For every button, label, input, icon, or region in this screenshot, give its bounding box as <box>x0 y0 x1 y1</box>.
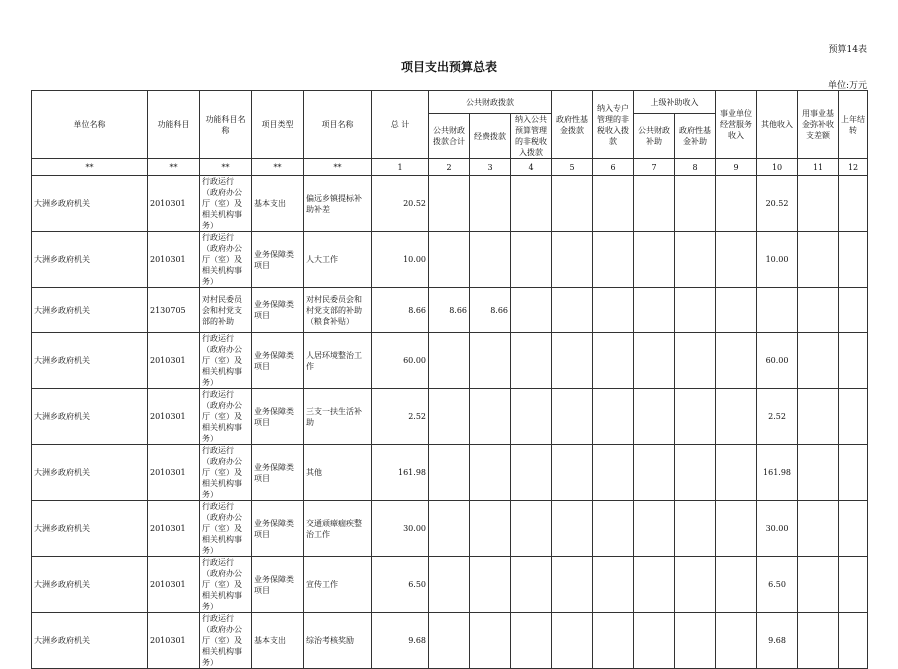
header-unit-name: 单位名称 <box>32 91 148 159</box>
func-name-cell: 行政运行（政府办公厅（室）及相关机构事务） <box>200 333 252 389</box>
index-cell: 3 <box>470 159 511 176</box>
sup-public-fiscal-cell <box>634 613 675 669</box>
special-nontax-cell <box>593 613 634 669</box>
sup-gov-fund-cell <box>675 613 716 669</box>
proj-type-cell: 业务保障类项目 <box>252 389 304 445</box>
index-cell: 7 <box>634 159 675 176</box>
table-row <box>32 333 868 389</box>
proj-name-cell: 人大工作 <box>304 232 372 288</box>
index-cell: 2 <box>429 159 470 176</box>
public-fiscal-sum-cell <box>429 389 470 445</box>
func-name-cell: 行政运行（政府办公厅（室）及相关机构事务） <box>200 613 252 669</box>
business-income-cell <box>716 389 757 445</box>
proj-name-cell: 人居环境整治工作 <box>304 333 372 389</box>
career-fund-cell <box>798 501 839 557</box>
sup-public-fiscal-cell <box>634 389 675 445</box>
funding-cell <box>470 557 511 613</box>
carryover-cell <box>839 288 868 333</box>
unit-name-cell: 大洲乡政府机关 <box>32 501 148 557</box>
header-total: 总 计 <box>372 91 429 159</box>
func-code-cell: 2010301 <box>148 613 200 669</box>
in-budget-nontax-cell <box>511 232 552 288</box>
funding-cell <box>470 613 511 669</box>
unit-name-cell: 大洲乡政府机关 <box>32 613 148 669</box>
unit-name-cell: 大洲乡政府机关 <box>32 445 148 501</box>
special-nontax-cell <box>593 445 634 501</box>
sup-gov-fund-cell <box>675 445 716 501</box>
sup-public-fiscal-cell <box>634 176 675 232</box>
unit-name-cell: 大洲乡政府机关 <box>32 557 148 613</box>
index-cell: 9 <box>716 159 757 176</box>
public-fiscal-sum-cell <box>429 333 470 389</box>
index-cell: 11 <box>798 159 839 176</box>
index-cell: ** <box>200 159 252 176</box>
business-income-cell <box>716 501 757 557</box>
other-income-cell: 60.00 <box>757 333 798 389</box>
index-cell: 5 <box>552 159 593 176</box>
business-income-cell <box>716 445 757 501</box>
total-cell: 9.68 <box>372 613 429 669</box>
func-name-cell: 行政运行（政府办公厅（室）及相关机构事务） <box>200 501 252 557</box>
special-nontax-cell <box>593 176 634 232</box>
carryover-cell <box>839 501 868 557</box>
proj-type-cell: 基本支出 <box>252 176 304 232</box>
func-code-cell: 2130705 <box>148 288 200 333</box>
index-cell: ** <box>252 159 304 176</box>
func-name-cell: 对村民委员会和村党支部的补助 <box>200 288 252 333</box>
business-income-cell <box>716 333 757 389</box>
carryover-cell <box>839 333 868 389</box>
career-fund-cell <box>798 232 839 288</box>
sup-public-fiscal-cell <box>634 333 675 389</box>
special-nontax-cell <box>593 288 634 333</box>
special-nontax-cell <box>593 333 634 389</box>
func-code-cell: 2010301 <box>148 176 200 232</box>
unit-name-cell: 大洲乡政府机关 <box>32 389 148 445</box>
other-income-cell: 30.00 <box>757 501 798 557</box>
proj-name-cell: 三支一扶生活补助 <box>304 389 372 445</box>
func-code-cell: 2010301 <box>148 389 200 445</box>
public-fiscal-sum-cell <box>429 445 470 501</box>
funding-cell <box>470 176 511 232</box>
funding-cell <box>470 333 511 389</box>
career-fund-cell <box>798 613 839 669</box>
in-budget-nontax-cell <box>511 288 552 333</box>
total-cell: 20.52 <box>372 176 429 232</box>
proj-type-cell: 业务保障类项目 <box>252 557 304 613</box>
sup-gov-fund-cell <box>675 176 716 232</box>
other-income-cell: 20.52 <box>757 176 798 232</box>
sup-gov-fund-cell <box>675 288 716 333</box>
page-title: 项目支出预算总表 <box>400 60 497 74</box>
gov-fund-cell <box>552 288 593 333</box>
index-cell: 8 <box>675 159 716 176</box>
total-cell: 161.98 <box>372 445 429 501</box>
index-cell: ** <box>304 159 372 176</box>
func-code-cell: 2010301 <box>148 501 200 557</box>
business-income-cell <box>716 176 757 232</box>
sup-gov-fund-cell <box>675 232 716 288</box>
unit-name-cell: 大洲乡政府机关 <box>32 333 148 389</box>
public-fiscal-sum-cell <box>429 232 470 288</box>
career-fund-cell <box>798 445 839 501</box>
sup-gov-fund-cell <box>675 389 716 445</box>
proj-type-cell: 业务保障类项目 <box>252 445 304 501</box>
gov-fund-cell <box>552 176 593 232</box>
func-name-cell: 行政运行（政府办公厅（室）及相关机构事务） <box>200 557 252 613</box>
func-code-cell: 2010301 <box>148 445 200 501</box>
in-budget-nontax-cell <box>511 501 552 557</box>
in-budget-nontax-cell <box>511 389 552 445</box>
funding-cell <box>470 501 511 557</box>
proj-name-cell: 偏远乡镇提标补助补差 <box>304 176 372 232</box>
total-cell: 8.66 <box>372 288 429 333</box>
proj-type-cell: 业务保障类项目 <box>252 501 304 557</box>
in-budget-nontax-cell <box>511 557 552 613</box>
other-income-cell: 6.50 <box>757 557 798 613</box>
career-fund-cell <box>798 288 839 333</box>
career-fund-cell <box>798 389 839 445</box>
index-cell: ** <box>148 159 200 176</box>
index-cell: 4 <box>511 159 552 176</box>
career-fund-cell <box>798 333 839 389</box>
gov-fund-cell <box>552 333 593 389</box>
func-name-cell: 行政运行（政府办公厅（室）及相关机构事务） <box>200 232 252 288</box>
header-career-fund: 用事业基金弥补收支差额 <box>798 91 839 159</box>
header-func-name: 功能科目名称 <box>200 91 252 159</box>
header-sup-public-fiscal: 公共财政补助 <box>634 114 675 159</box>
public-fiscal-sum-cell <box>429 557 470 613</box>
total-cell: 10.00 <box>372 232 429 288</box>
table-row <box>32 501 868 557</box>
other-income-cell: 2.52 <box>757 389 798 445</box>
proj-name-cell: 对村民委员会和村党支部的补助（粮食补贴） <box>304 288 372 333</box>
proj-name-cell: 综治考核奖励 <box>304 613 372 669</box>
table-row <box>32 445 868 501</box>
public-fiscal-sum-cell <box>429 176 470 232</box>
budget-table <box>31 90 868 669</box>
carryover-cell <box>839 389 868 445</box>
header-superior-subsidy: 上级补助收入 <box>634 91 716 114</box>
header-public-fiscal: 公共财政拨款 <box>429 91 552 114</box>
header-other-income: 其他收入 <box>757 91 798 159</box>
carryover-cell <box>839 232 868 288</box>
other-income-cell: 10.00 <box>757 232 798 288</box>
header-business-income: 事业单位经营服务收入 <box>716 91 757 159</box>
business-income-cell <box>716 288 757 333</box>
carryover-cell <box>839 613 868 669</box>
gov-fund-cell <box>552 557 593 613</box>
carryover-cell <box>839 557 868 613</box>
gov-fund-cell <box>552 501 593 557</box>
header-funding: 经费拨款 <box>470 114 511 159</box>
in-budget-nontax-cell <box>511 613 552 669</box>
index-cell: 10 <box>757 159 798 176</box>
total-cell: 60.00 <box>372 333 429 389</box>
table-row <box>32 288 868 333</box>
table-row <box>32 389 868 445</box>
gov-fund-cell <box>552 232 593 288</box>
funding-cell <box>470 232 511 288</box>
public-fiscal-sum-cell <box>429 613 470 669</box>
funding-cell: 8.66 <box>470 288 511 333</box>
func-name-cell: 行政运行（政府办公厅（室）及相关机构事务） <box>200 389 252 445</box>
funding-cell <box>470 445 511 501</box>
carryover-cell <box>839 445 868 501</box>
career-fund-cell <box>798 557 839 613</box>
carryover-cell <box>839 176 868 232</box>
header-func-code: 功能科目 <box>148 91 200 159</box>
index-cell: 1 <box>372 159 429 176</box>
header-proj-name: 项目名称 <box>304 91 372 159</box>
func-name-cell: 行政运行（政府办公厅（室）及相关机构事务） <box>200 445 252 501</box>
in-budget-nontax-cell <box>511 445 552 501</box>
header-public-fiscal-sum: 公共财政拨款合计 <box>429 114 470 159</box>
sup-public-fiscal-cell <box>634 288 675 333</box>
proj-type-cell: 基本支出 <box>252 613 304 669</box>
index-row <box>32 159 868 176</box>
table-number-label: 预算14表 <box>828 45 867 55</box>
func-name-cell: 行政运行（政府办公厅（室）及相关机构事务） <box>200 176 252 232</box>
proj-type-cell: 业务保障类项目 <box>252 232 304 288</box>
sup-public-fiscal-cell <box>634 557 675 613</box>
header-carryover: 上年结转 <box>839 91 868 159</box>
other-income-cell: 9.68 <box>757 613 798 669</box>
func-code-cell: 2010301 <box>148 557 200 613</box>
in-budget-nontax-cell <box>511 333 552 389</box>
unit-name-cell: 大洲乡政府机关 <box>32 232 148 288</box>
header-gov-fund: 政府性基金拨款 <box>552 91 593 159</box>
proj-type-cell: 业务保障类项目 <box>252 333 304 389</box>
total-cell: 6.50 <box>372 557 429 613</box>
proj-name-cell: 宣传工作 <box>304 557 372 613</box>
special-nontax-cell <box>593 501 634 557</box>
header-in-budget-nontax: 纳入公共预算管理的非税收入拨款 <box>511 114 552 159</box>
special-nontax-cell <box>593 389 634 445</box>
sup-public-fiscal-cell <box>634 445 675 501</box>
unit-name-cell: 大洲乡政府机关 <box>32 176 148 232</box>
other-income-cell: 161.98 <box>757 445 798 501</box>
proj-type-cell: 业务保障类项目 <box>252 288 304 333</box>
sup-public-fiscal-cell <box>634 501 675 557</box>
index-cell: 6 <box>593 159 634 176</box>
header-sup-gov-fund: 政府性基金补助 <box>675 114 716 159</box>
proj-name-cell: 其他 <box>304 445 372 501</box>
index-cell: ** <box>32 159 148 176</box>
gov-fund-cell <box>552 389 593 445</box>
table-row <box>32 557 868 613</box>
table-row <box>32 176 868 232</box>
total-cell: 30.00 <box>372 501 429 557</box>
sup-public-fiscal-cell <box>634 232 675 288</box>
sup-gov-fund-cell <box>675 557 716 613</box>
sup-gov-fund-cell <box>675 501 716 557</box>
business-income-cell <box>716 232 757 288</box>
unit-label: 单位:万元 <box>827 81 867 91</box>
special-nontax-cell <box>593 232 634 288</box>
table-row <box>32 613 868 669</box>
gov-fund-cell <box>552 445 593 501</box>
gov-fund-cell <box>552 613 593 669</box>
other-income-cell <box>757 288 798 333</box>
func-code-cell: 2010301 <box>148 232 200 288</box>
proj-name-cell: 交通顽瘴痼疾整治工作 <box>304 501 372 557</box>
special-nontax-cell <box>593 557 634 613</box>
public-fiscal-sum-cell: 8.66 <box>429 288 470 333</box>
header-proj-type: 项目类型 <box>252 91 304 159</box>
in-budget-nontax-cell <box>511 176 552 232</box>
career-fund-cell <box>798 176 839 232</box>
business-income-cell <box>716 613 757 669</box>
business-income-cell <box>716 557 757 613</box>
public-fiscal-sum-cell <box>429 501 470 557</box>
table-row <box>32 232 868 288</box>
header-special-nontax: 纳入专户管理的非税收入拨款 <box>593 91 634 159</box>
total-cell: 2.52 <box>372 389 429 445</box>
funding-cell <box>470 389 511 445</box>
sup-gov-fund-cell <box>675 333 716 389</box>
unit-name-cell: 大洲乡政府机关 <box>32 288 148 333</box>
func-code-cell: 2010301 <box>148 333 200 389</box>
index-cell: 12 <box>839 159 868 176</box>
